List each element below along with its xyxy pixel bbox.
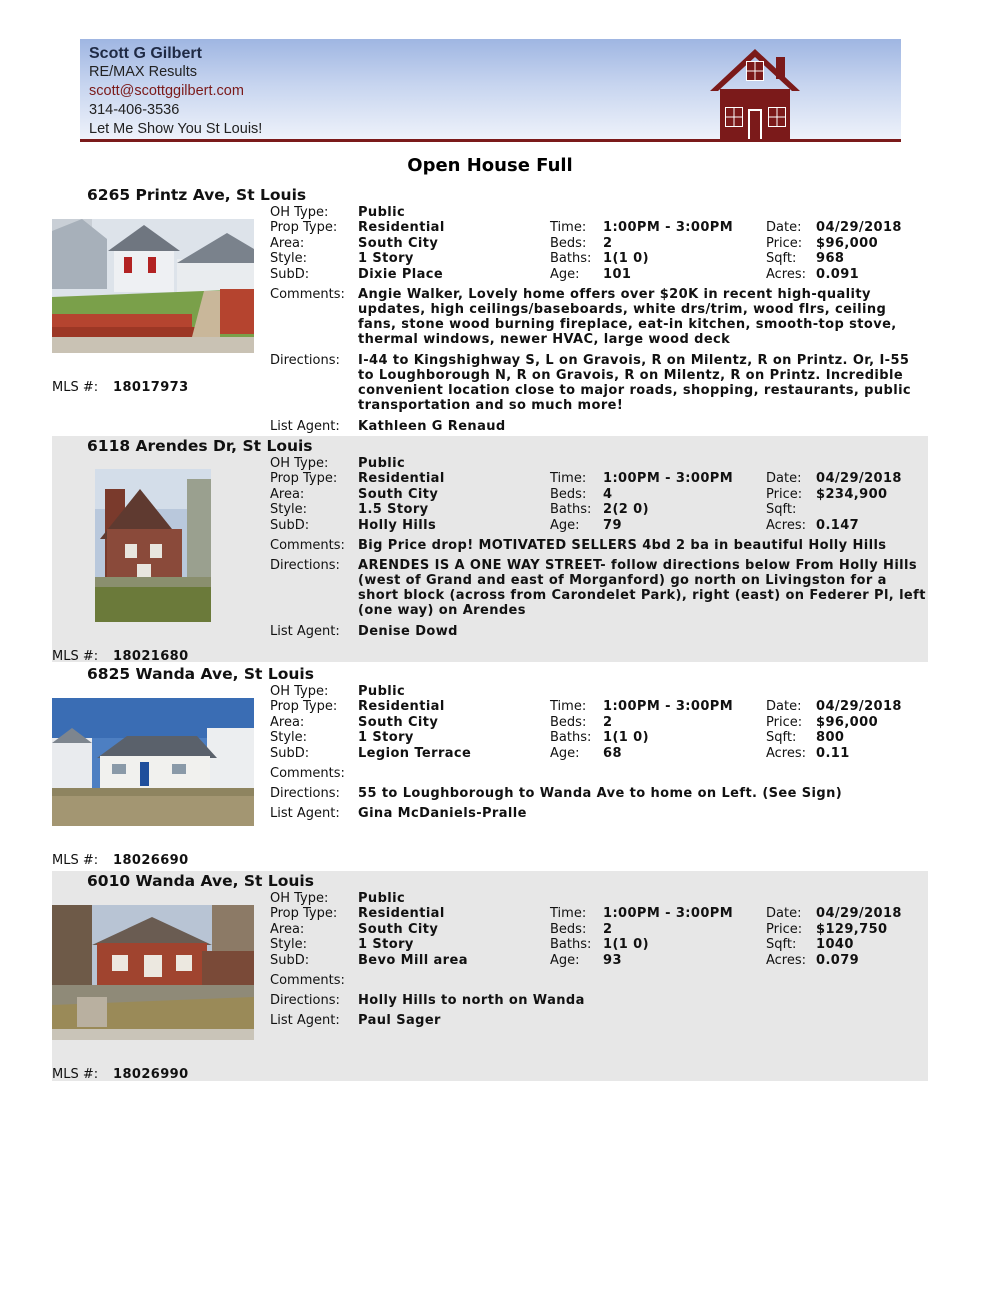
listing-card	[52, 871, 928, 1081]
mls-label: MLS #:	[52, 649, 99, 664]
price-value: $96,000	[816, 715, 879, 730]
agent-name: Scott G Gilbert	[89, 45, 202, 62]
baths-label: Baths:	[550, 251, 592, 266]
date-value: 04/29/2018	[816, 471, 902, 486]
sqft-value: 968	[816, 251, 845, 266]
sqft-label: Sqft:	[766, 502, 797, 517]
list-agent-value: Paul Sager	[358, 1013, 441, 1028]
mls-label: MLS #:	[52, 853, 99, 868]
prop-type-label: Prop Type:	[270, 699, 338, 714]
time-label: Time:	[550, 220, 587, 235]
directions-value: I-44 to Kingshighway S, L on Gravois, R on Milentz, R on Printz. Or, I-55 to Loughborough N, R on Gravois, R on Milentz, R on Printz. Incredible convenient location close to major roads, shopping, restaurants, public transportation and so much more!	[358, 353, 912, 413]
date-value: 04/29/2018	[816, 906, 902, 921]
listing-photo[interactable]	[95, 469, 211, 622]
prop-type-value: Residential	[358, 699, 445, 714]
mls-value: 18017973	[113, 380, 189, 395]
time-value: 1:00PM - 3:00PM	[603, 220, 734, 235]
beds-label: Beds:	[550, 487, 587, 502]
listing-address[interactable]: 6010 Wanda Ave, St Louis	[87, 872, 314, 890]
list-agent-label: List Agent:	[270, 806, 340, 821]
area-value: South City	[358, 487, 439, 502]
age-label: Age:	[550, 518, 580, 533]
area-label: Area:	[270, 922, 305, 937]
mls-value: 18026990	[113, 1067, 189, 1082]
beds-value: 2	[603, 715, 613, 730]
directions-label: Directions:	[270, 558, 340, 573]
baths-label: Baths:	[550, 937, 592, 952]
subd-label: SubD:	[270, 267, 310, 282]
time-label: Time:	[550, 906, 587, 921]
subd-label: SubD:	[270, 746, 310, 761]
agent-tagline: Let Me Show You St Louis!	[89, 121, 263, 137]
area-value: South City	[358, 922, 439, 937]
baths-label: Baths:	[550, 730, 592, 745]
comments-value: Angie Walker, Lovely home offers over $20K in recent high-quality updates, high ceilings/baseboards, white drs/trim, wood flrs, ceiling fans, stone wood burning fireplace, eat-in kitchen, smooth-top stove, thermal windows, newer HVAC, large wood deck	[358, 287, 897, 347]
beds-label: Beds:	[550, 922, 587, 937]
baths-value: 1(1 0)	[603, 937, 649, 952]
oh-type-value: Public	[358, 205, 406, 220]
time-value: 1:00PM - 3:00PM	[603, 699, 734, 714]
subd-label: SubD:	[270, 953, 310, 968]
price-label: Price:	[766, 487, 803, 502]
price-label: Price:	[766, 922, 803, 937]
baths-value: 2(2 0)	[603, 502, 649, 517]
directions-label: Directions:	[270, 993, 340, 1008]
price-value: $129,750	[816, 922, 888, 937]
sqft-label: Sqft:	[766, 937, 797, 952]
beds-value: 4	[603, 487, 613, 502]
acres-label: Acres:	[766, 267, 807, 282]
directions-value: Holly Hills to north on Wanda	[358, 993, 585, 1008]
baths-value: 1(1 0)	[603, 251, 649, 266]
acres-value: 0.147	[816, 518, 860, 533]
style-label: Style:	[270, 937, 308, 952]
style-value: 1 Story	[358, 730, 414, 745]
beds-value: 2	[603, 922, 613, 937]
brokerage: RE/MAX Results	[89, 64, 197, 80]
style-label: Style:	[270, 730, 308, 745]
date-label: Date:	[766, 906, 802, 921]
listing-card	[52, 664, 928, 870]
area-label: Area:	[270, 236, 305, 251]
agent-email[interactable]: scott@scottggilbert.com	[89, 83, 244, 99]
price-value: $96,000	[816, 236, 879, 251]
list-agent-value: Kathleen G Renaud	[358, 419, 506, 434]
comments-label: Comments:	[270, 287, 345, 302]
listing-card	[52, 185, 928, 435]
beds-label: Beds:	[550, 236, 587, 251]
directions-label: Directions:	[270, 786, 340, 801]
beds-label: Beds:	[550, 715, 587, 730]
sqft-label: Sqft:	[766, 730, 797, 745]
directions-value: ARENDES IS A ONE WAY STREET- follow directions below From Holly Hills (west of Grand and east of Morganford) go north on Livingston for a short block (across from Carondelet Park), right (east) on Federer Pl, left (one way) on Arendes	[358, 558, 926, 618]
style-label: Style:	[270, 502, 308, 517]
listing-address[interactable]: 6265 Printz Ave, St Louis	[87, 186, 307, 204]
prop-type-label: Prop Type:	[270, 220, 338, 235]
acres-value: 0.079	[816, 953, 860, 968]
sqft-value: 800	[816, 730, 845, 745]
sqft-label: Sqft:	[766, 251, 797, 266]
listing-photo[interactable]	[52, 219, 254, 353]
subd-value: Dixie Place	[358, 267, 444, 282]
subd-value: Bevo Mill area	[358, 953, 468, 968]
baths-value: 1(1 0)	[603, 730, 649, 745]
baths-label: Baths:	[550, 502, 592, 517]
mls-value: 18021680	[113, 649, 189, 664]
prop-type-value: Residential	[358, 220, 445, 235]
age-value: 79	[603, 518, 622, 533]
listing-photo[interactable]	[52, 905, 254, 1040]
directions-value: 55 to Loughborough to Wanda Ave to home on Left. (See Sign)	[358, 786, 843, 801]
age-value: 101	[603, 267, 632, 282]
age-label: Age:	[550, 953, 580, 968]
subd-value: Legion Terrace	[358, 746, 472, 761]
agent-phone: 314-406-3536	[89, 102, 180, 118]
style-value: 1 Story	[358, 937, 414, 952]
style-value: 1 Story	[358, 251, 414, 266]
time-label: Time:	[550, 699, 587, 714]
area-value: South City	[358, 715, 439, 730]
comments-label: Comments:	[270, 973, 345, 988]
oh-type-value: Public	[358, 456, 406, 471]
acres-label: Acres:	[766, 746, 807, 761]
oh-type-value: Public	[358, 891, 406, 906]
area-value: South City	[358, 236, 439, 251]
acres-value: 0.11	[816, 746, 850, 761]
mls-value: 18026690	[113, 853, 189, 868]
subd-value: Holly Hills	[358, 518, 437, 533]
mls-label: MLS #:	[52, 1067, 99, 1082]
date-value: 04/29/2018	[816, 220, 902, 235]
price-label: Price:	[766, 236, 803, 251]
prop-type-value: Residential	[358, 906, 445, 921]
time-label: Time:	[550, 471, 587, 486]
list-agent-value: Gina McDaniels-Pralle	[358, 806, 527, 821]
list-agent-label: List Agent:	[270, 1013, 340, 1028]
oh-type-label: OH Type:	[270, 456, 329, 471]
comments-value: Big Price drop! MOTIVATED SELLERS 4bd 2 ba in beautiful Holly Hills	[358, 538, 887, 553]
age-label: Age:	[550, 267, 580, 282]
age-label: Age:	[550, 746, 580, 761]
subd-label: SubD:	[270, 518, 310, 533]
area-label: Area:	[270, 715, 305, 730]
style-value: 1.5 Story	[358, 502, 429, 517]
directions-label: Directions:	[270, 353, 340, 368]
style-label: Style:	[270, 251, 308, 266]
date-label: Date:	[766, 471, 802, 486]
prop-type-label: Prop Type:	[270, 471, 338, 486]
listing-card	[52, 436, 928, 662]
acres-value: 0.091	[816, 267, 860, 282]
listing-address[interactable]: 6825 Wanda Ave, St Louis	[87, 665, 314, 683]
age-value: 68	[603, 746, 622, 761]
acres-label: Acres:	[766, 518, 807, 533]
agent-contact	[89, 44, 262, 139]
comments-label: Comments:	[270, 766, 345, 781]
house-icon	[708, 47, 802, 139]
price-label: Price:	[766, 715, 803, 730]
oh-type-label: OH Type:	[270, 684, 329, 699]
oh-type-label: OH Type:	[270, 205, 329, 220]
list-agent-label: List Agent:	[270, 419, 340, 434]
prop-type-value: Residential	[358, 471, 445, 486]
listing-address[interactable]: 6118 Arendes Dr, St Louis	[87, 437, 313, 455]
date-label: Date:	[766, 699, 802, 714]
price-value: $234,900	[816, 487, 888, 502]
oh-type-value: Public	[358, 684, 406, 699]
mls-label: MLS #:	[52, 380, 99, 395]
prop-type-label: Prop Type:	[270, 906, 338, 921]
sqft-value: 1040	[816, 937, 854, 952]
time-value: 1:00PM - 3:00PM	[603, 906, 734, 921]
time-value: 1:00PM - 3:00PM	[603, 471, 734, 486]
date-label: Date:	[766, 220, 802, 235]
comments-label: Comments:	[270, 538, 345, 553]
listing-photo[interactable]	[52, 698, 254, 826]
page-title: Open House Full	[407, 155, 573, 176]
header-banner	[80, 39, 901, 142]
beds-value: 2	[603, 236, 613, 251]
oh-type-label: OH Type:	[270, 891, 329, 906]
age-value: 93	[603, 953, 622, 968]
area-label: Area:	[270, 487, 305, 502]
list-agent-value: Denise Dowd	[358, 624, 458, 639]
date-value: 04/29/2018	[816, 699, 902, 714]
list-agent-label: List Agent:	[270, 624, 340, 639]
acres-label: Acres:	[766, 953, 807, 968]
